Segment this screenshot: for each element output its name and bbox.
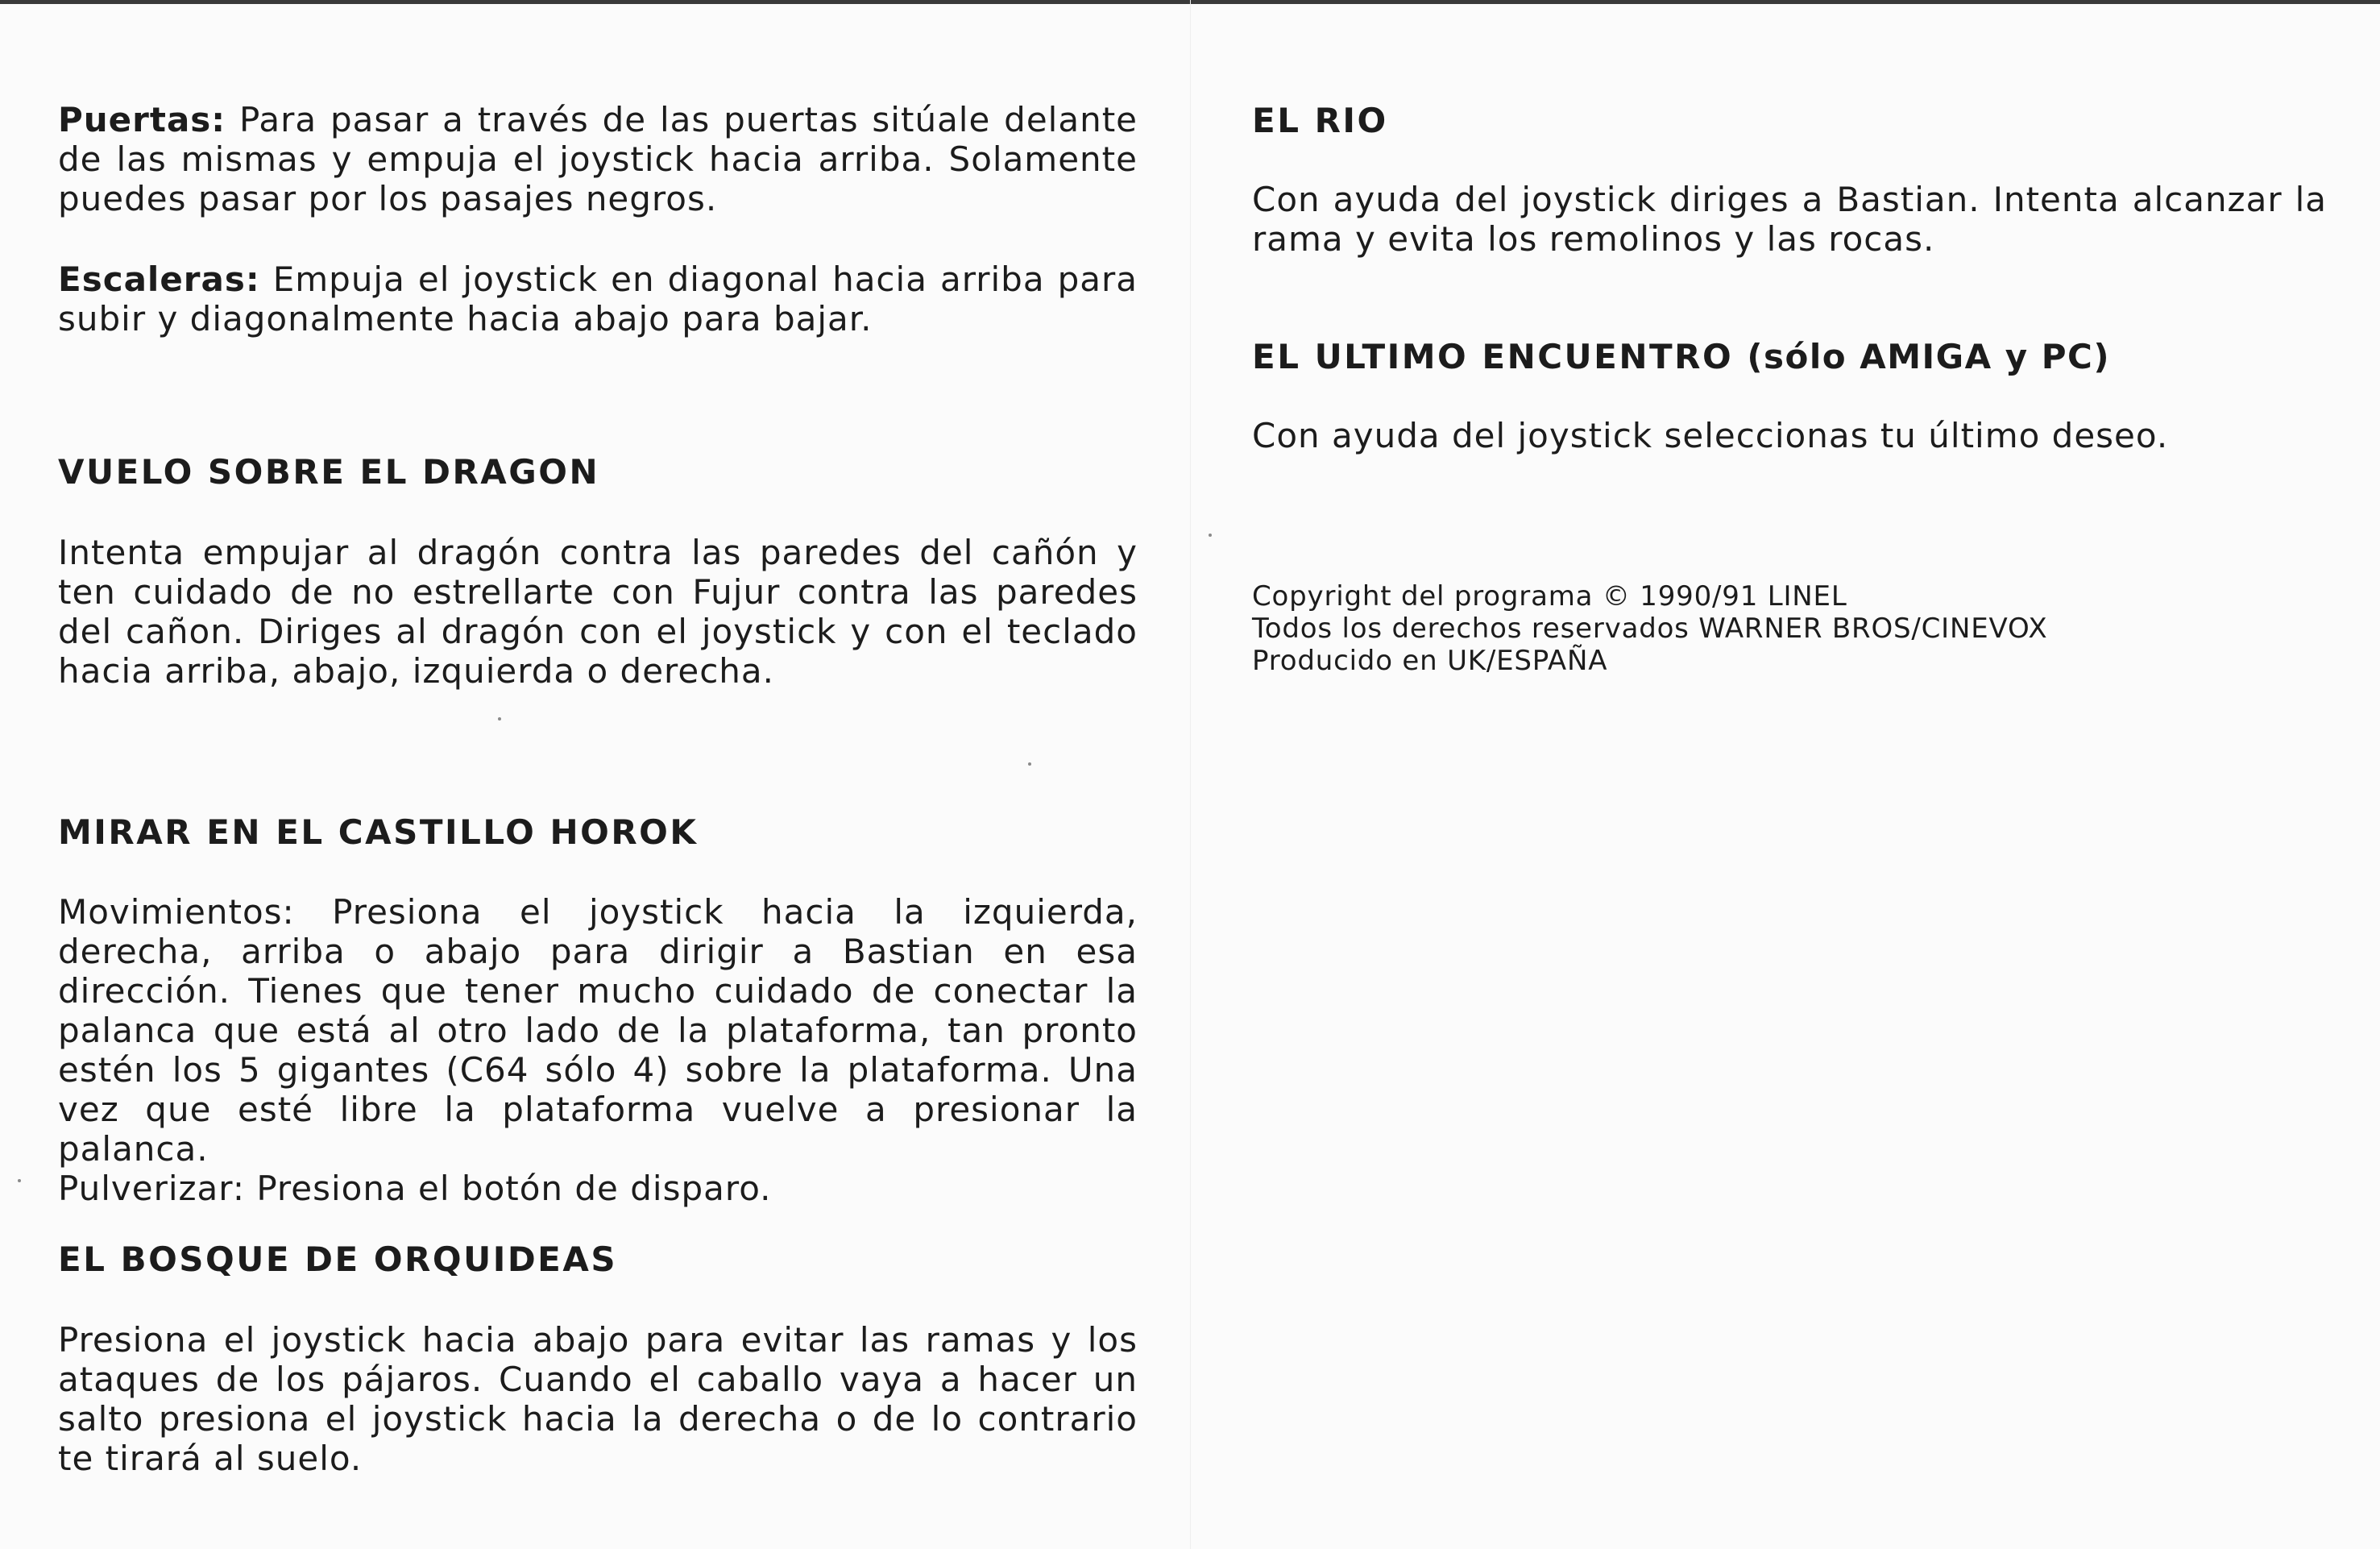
escaleras-paragraph bbox=[58, 260, 1138, 338]
vuelo-paragraph: Intenta empujar al dragón contra las paredes del cañón y ten cuidado de no estrellarte con Fujur contra las paredes del cañon. Diriges al dragón con el joystick y con el teclado hacia arriba, abajo, izquierda o derecha. bbox=[58, 533, 1138, 691]
scan-speck bbox=[498, 717, 501, 721]
credits-produced: Producido en UK/ESPAÑA bbox=[1252, 645, 1608, 677]
castillo-paragraph: Movimientos: Presiona el joystick hacia la izquierda, derecha, arriba o abajo para dirigir a Bastian en esa dirección. Tienes que tener mucho cuidado de conectar la palanca que está al otro lado de la plataforma, tan pronto estén los 5 gigantes (C64 sólo 4) sobre la plataforma. Una vez que esté libre la plataforma vuelve a presionar la palanca. bbox=[58, 892, 1138, 1169]
page-fold bbox=[1190, 0, 1191, 1549]
section-ultimo bbox=[1252, 337, 2327, 377]
section-vuelo bbox=[58, 452, 1138, 492]
credits-block bbox=[1252, 580, 2327, 677]
castillo-heading: MIRAR EN EL CASTILLO HOROK bbox=[58, 812, 699, 852]
section-ultimo-body bbox=[1252, 416, 2327, 455]
puertas-label: Puertas: bbox=[58, 100, 226, 139]
section-bosque bbox=[58, 1240, 1138, 1280]
section-rio bbox=[1252, 101, 2327, 141]
rio-heading: EL RIO bbox=[1252, 101, 1388, 140]
ultimo-paragraph: Con ayuda del joystick seleccionas tu último deseo. bbox=[1252, 416, 2169, 455]
bosque-paragraph: Presiona el joystick hacia abajo para evitar las ramas y los ataques de los pájaros. Cuando el caballo vaya a hacer un salto presiona el joystick hacia la derecha o de lo contrario te tirará al suelo. bbox=[58, 1320, 1138, 1478]
scan-speck bbox=[18, 1179, 21, 1182]
bosque-heading: EL BOSQUE DE ORQUIDEAS bbox=[58, 1240, 618, 1279]
section-castillo bbox=[58, 812, 1138, 853]
ultimo-heading-main: EL ULTIMO ENCUENTRO bbox=[1252, 337, 1734, 376]
ultimo-heading-note: (sólo AMIGA y PC) bbox=[1747, 337, 2111, 376]
section-vuelo-body bbox=[58, 533, 1138, 691]
scan-speck bbox=[1028, 762, 1031, 766]
rio-paragraph: Con ayuda del joystick diriges a Bastian. Intenta alcanzar la rama y evita los remolinos y las rocas. bbox=[1252, 180, 2327, 259]
escaleras-label: Escaleras: bbox=[58, 260, 260, 299]
scan-speck bbox=[1209, 534, 1212, 537]
puertas-text: Para pasar a través de las puertas sitúale delante de las mismas y empuja el joystick hacia arriba. Solamente puedes pasar por los pasajes negros. bbox=[58, 100, 1138, 218]
puertas-paragraph bbox=[58, 100, 1138, 218]
section-bosque-body bbox=[58, 1320, 1138, 1478]
ultimo-heading bbox=[1252, 337, 2327, 377]
section-puertas bbox=[58, 100, 1138, 218]
escaleras-text: Empuja el joystick en diagonal hacia arriba para subir y diagonalmente hacia abajo para bajar. bbox=[58, 260, 1138, 338]
section-rio-body bbox=[1252, 180, 2327, 259]
section-castillo-body bbox=[58, 892, 1138, 1208]
castillo-pulverizar: Pulverizar: Presiona el botón de disparo. bbox=[58, 1169, 772, 1208]
credits-copyright: Copyright del programa © 1990/91 LINEL bbox=[1252, 580, 1847, 613]
credits-rights: Todos los derechos reservados WARNER BROS/CINEVOX bbox=[1252, 613, 2048, 645]
vuelo-heading: VUELO SOBRE EL DRAGON bbox=[58, 452, 600, 492]
section-escaleras bbox=[58, 260, 1138, 338]
